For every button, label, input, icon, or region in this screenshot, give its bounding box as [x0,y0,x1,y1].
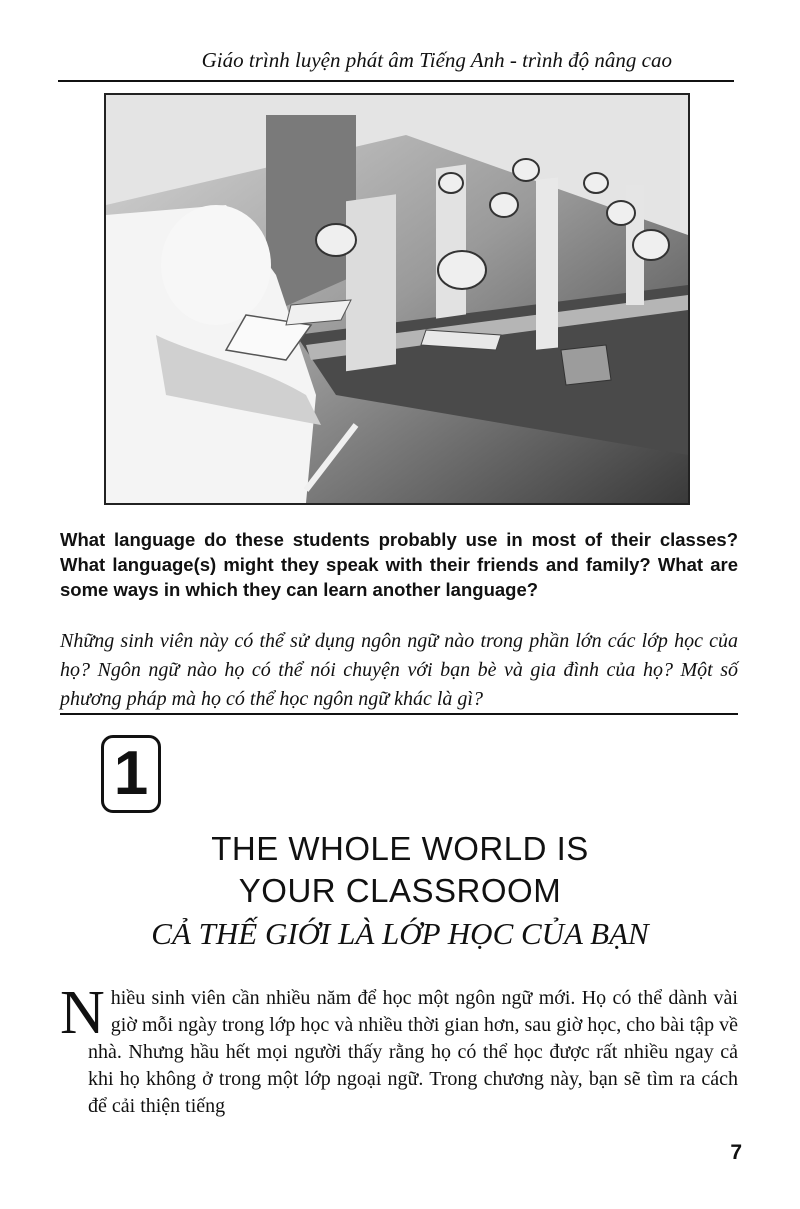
body-paragraph-text: hiều sinh viên cần nhiều năm để học một ngôn ngữ mới. Họ có thể dành vài giờ mỗi ngày trong lớp học và nhiều thời gian hơn, sau giờ học, cho bài tập về nhà. Nhưng hầu hết mọi người thấy rằng họ có thể học được rất nhiều ngay cả khi họ không ở trong một lớp ngoại ngữ. Trong chương này, bạn sẽ tìm ra cách để cải thiện tiếng [88,987,738,1117]
drop-cap: N [60,979,105,1047]
classroom-photo [104,93,690,505]
chapter-title-vietnamese: CẢ THẾ GIỚI LÀ LỚP HỌC CỦA BẠN [151,916,649,951]
chapter-title [100,828,700,912]
discussion-question-english: What language do these students probably use in most of their classes? What language(s) might they speak with their friends and family? What are some ways in which they can learn another language? [60,529,738,600]
body-paragraph [60,979,738,1120]
chapter-number: 1 [113,739,149,808]
language-lab-photo-icon [106,95,688,503]
chapter-title-line-2: YOUR CLASSROOM [238,872,562,909]
page-number: 7 [730,1141,742,1164]
chapter-title-line-1: THE WHOLE WORLD IS [211,830,589,867]
chapter-number-badge [101,735,161,813]
running-header: Giáo trình luyện phát âm Tiếng Anh - trình độ nâng cao [201,48,672,72]
question-divider [60,713,738,715]
discussion-question-vietnamese: Những sinh viên này có thể sử dụng ngôn ngữ nào trong phần lớn các lớp học của họ? Ngôn ngữ nào họ có thể nói chuyện với bạn bè và gia đình của họ? Một số phương pháp mà họ có thể học ngôn ngữ khác là gì? [60,630,738,710]
header-divider [58,80,734,82]
